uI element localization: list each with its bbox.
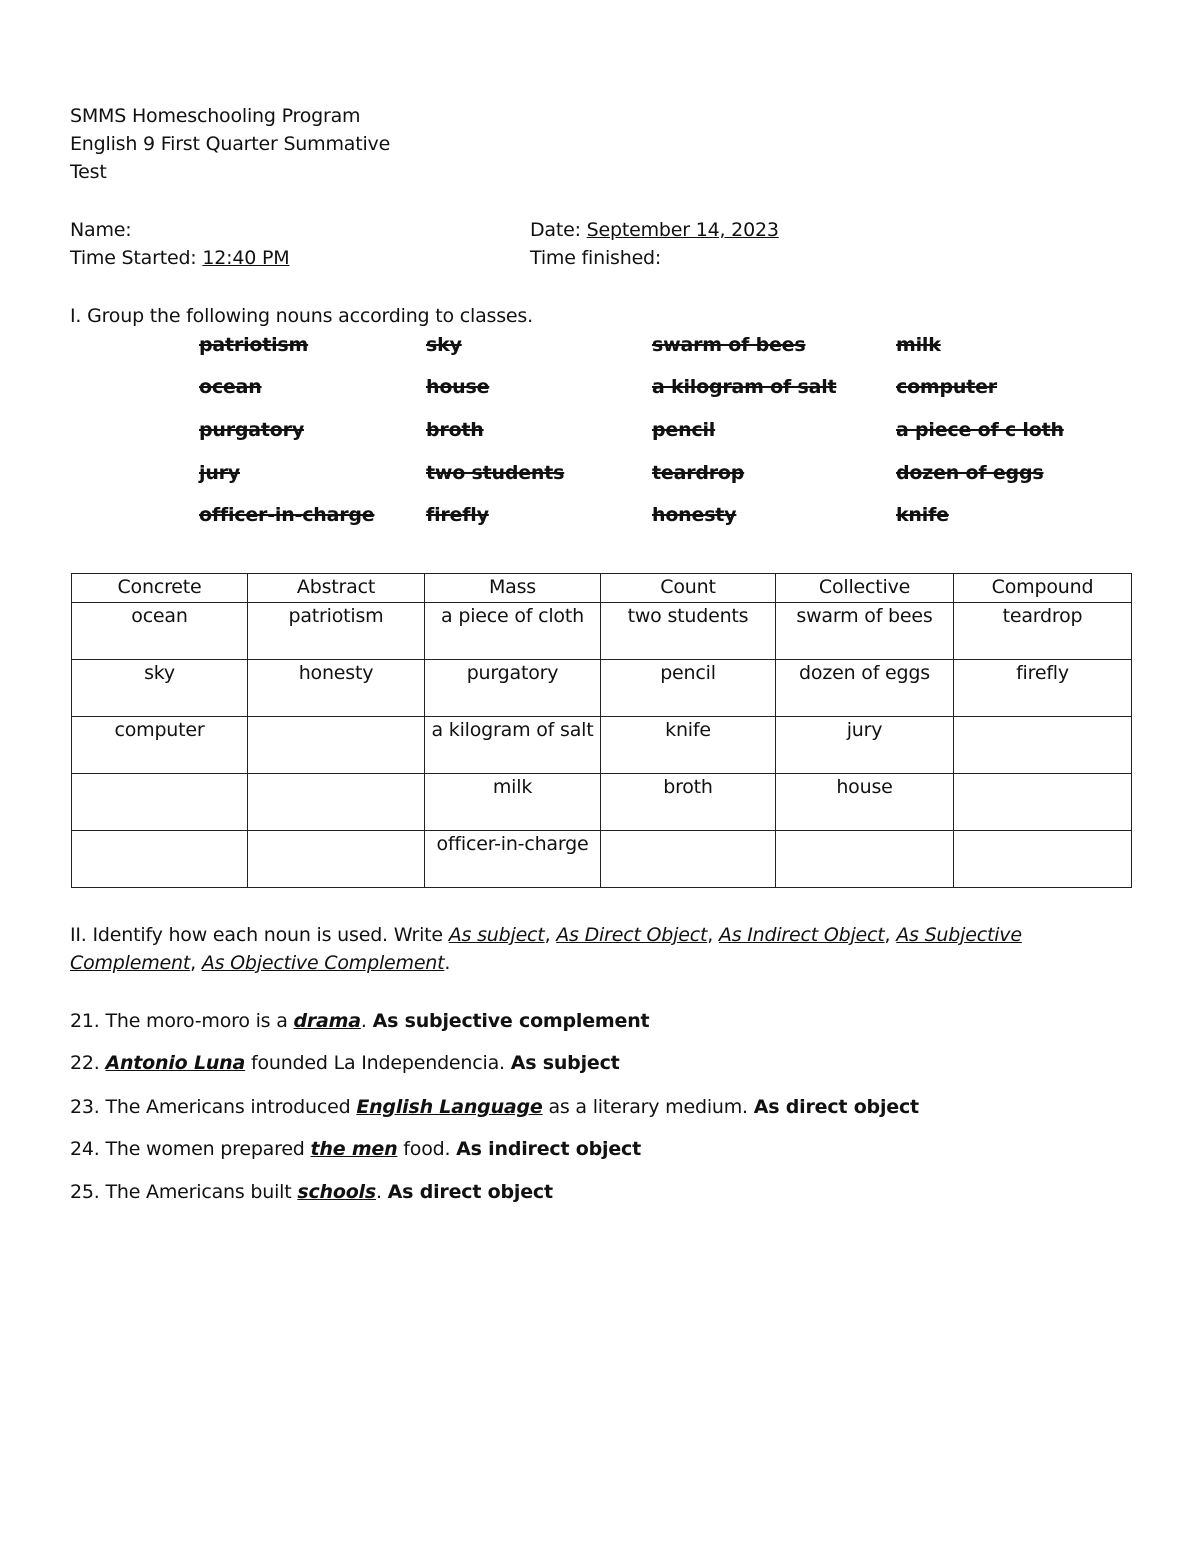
answer: As direct object bbox=[387, 1181, 553, 1203]
table-cell bbox=[72, 774, 248, 831]
question-24 bbox=[70, 1135, 641, 1163]
word-bank-item: pencil bbox=[652, 419, 716, 441]
option-indirect-object: As Indirect Object bbox=[718, 924, 885, 946]
table-row bbox=[72, 603, 1132, 660]
table-cell bbox=[601, 831, 776, 888]
separator: , bbox=[884, 924, 897, 946]
table-cell: knife bbox=[601, 717, 776, 774]
table-row bbox=[72, 660, 1132, 717]
table-row bbox=[72, 774, 1132, 831]
table-row bbox=[72, 717, 1132, 774]
table-cell bbox=[954, 831, 1132, 888]
part2-instruction bbox=[70, 921, 1022, 949]
table-header-row bbox=[72, 574, 1132, 603]
column-header: Mass bbox=[425, 574, 601, 603]
table-cell: sky bbox=[72, 660, 248, 717]
word-bank-item: sky bbox=[426, 334, 462, 356]
table-cell: pencil bbox=[601, 660, 776, 717]
table-cell bbox=[248, 831, 425, 888]
table-cell: honesty bbox=[248, 660, 425, 717]
part2-instruction-cont bbox=[70, 949, 450, 977]
date-value: September 14, 2023 bbox=[586, 219, 779, 241]
table-cell: milk bbox=[425, 774, 601, 831]
table-row bbox=[72, 831, 1132, 888]
table-cell: broth bbox=[601, 774, 776, 831]
column-header: Abstract bbox=[248, 574, 425, 603]
question-text: food. bbox=[397, 1138, 457, 1160]
word-bank-item: knife bbox=[896, 504, 949, 526]
table-cell bbox=[248, 717, 425, 774]
option-subjective: As Subjective bbox=[896, 924, 1022, 946]
separator: , bbox=[190, 952, 202, 974]
column-header: Concrete bbox=[72, 574, 248, 603]
question-21 bbox=[70, 1007, 649, 1035]
separator: , bbox=[707, 924, 719, 946]
table-cell bbox=[248, 774, 425, 831]
word-bank-item: honesty bbox=[652, 504, 737, 526]
instruction-text: II. Identify how each noun is used. Write bbox=[70, 924, 449, 946]
question-text: 25. The Americans built bbox=[70, 1181, 298, 1203]
question-25 bbox=[70, 1178, 553, 1206]
time-started-value: 12:40 PM bbox=[202, 247, 290, 269]
question-text: . bbox=[360, 1010, 373, 1032]
date-field bbox=[530, 216, 779, 244]
table-cell: patriotism bbox=[248, 603, 425, 660]
word-bank-item: jury bbox=[199, 462, 240, 484]
word-bank-item: dozen of eggs bbox=[896, 462, 1044, 484]
table-cell: ocean bbox=[72, 603, 248, 660]
table-cell bbox=[776, 831, 954, 888]
question-22 bbox=[70, 1049, 620, 1077]
table-cell: computer bbox=[72, 717, 248, 774]
table-cell: two students bbox=[601, 603, 776, 660]
time-finished-label: Time finished: bbox=[530, 247, 662, 269]
option-objective-complement: As Objective Complement bbox=[201, 952, 445, 974]
table-cell: firefly bbox=[954, 660, 1132, 717]
word-bank-item: ocean bbox=[199, 376, 262, 398]
table-cell: a kilogram of salt bbox=[425, 717, 601, 774]
table-cell bbox=[954, 717, 1132, 774]
question-text: 24. The women prepared bbox=[70, 1138, 311, 1160]
word-bank-item: a piece of c loth bbox=[896, 419, 1064, 441]
table-cell bbox=[954, 774, 1132, 831]
word-bank-item: broth bbox=[426, 419, 484, 441]
question-text: founded La Independencia. bbox=[245, 1052, 511, 1074]
word-bank-item: firefly bbox=[426, 504, 489, 526]
separator: , bbox=[544, 924, 557, 946]
key-noun: Antonio Luna bbox=[105, 1052, 246, 1074]
table-cell bbox=[72, 831, 248, 888]
question-text: . bbox=[375, 1181, 388, 1203]
table-cell: purgatory bbox=[425, 660, 601, 717]
word-bank-item: purgatory bbox=[199, 419, 305, 441]
answer: As subject bbox=[510, 1052, 620, 1074]
answer: As subjective complement bbox=[372, 1010, 650, 1032]
word-bank-item: officer-in-charge bbox=[199, 504, 375, 526]
column-header: Compound bbox=[954, 574, 1132, 603]
word-bank-item: milk bbox=[896, 334, 941, 356]
word-bank-item: teardrop bbox=[652, 462, 745, 484]
part1-instruction: I. Group the following nouns according to classes. bbox=[70, 305, 533, 327]
option-as-subject: As subject bbox=[448, 924, 545, 946]
table-cell: jury bbox=[776, 717, 954, 774]
name-label: Name: bbox=[70, 219, 132, 241]
answer: As indirect object bbox=[456, 1138, 641, 1160]
table-cell: a piece of cloth bbox=[425, 603, 601, 660]
key-noun: schools bbox=[297, 1181, 376, 1203]
option-complement: Complement bbox=[70, 952, 191, 974]
column-header: Count bbox=[601, 574, 776, 603]
word-bank-item: swarm of bees bbox=[652, 334, 806, 356]
word-bank-item: two students bbox=[426, 462, 565, 484]
table-cell: dozen of eggs bbox=[776, 660, 954, 717]
key-noun: the men bbox=[310, 1138, 398, 1160]
table-cell: swarm of bees bbox=[776, 603, 954, 660]
word-bank-item: a kilogram of salt bbox=[652, 376, 837, 398]
question-23 bbox=[70, 1093, 919, 1121]
period: . bbox=[444, 952, 451, 974]
table-cell: teardrop bbox=[954, 603, 1132, 660]
question-text: 23. The Americans introduced bbox=[70, 1096, 357, 1118]
column-header: Collective bbox=[776, 574, 954, 603]
table-cell: house bbox=[776, 774, 954, 831]
word-bank-item: computer bbox=[896, 376, 997, 398]
question-text: 21. The moro-moro is a bbox=[70, 1010, 294, 1032]
option-direct-object: As Direct Object bbox=[556, 924, 708, 946]
question-text: as a literary medium. bbox=[542, 1096, 754, 1118]
date-label: Date: bbox=[530, 219, 581, 241]
school-name: SMMS Homeschooling Program bbox=[70, 105, 361, 127]
noun-classes-table bbox=[71, 573, 1132, 888]
question-text: 22. bbox=[70, 1052, 106, 1074]
table-cell: officer-in-charge bbox=[425, 831, 601, 888]
time-started-label: Time Started: bbox=[70, 247, 197, 269]
test-title: English 9 First Quarter Summative bbox=[70, 133, 391, 155]
key-noun: English Language bbox=[356, 1096, 543, 1118]
answer: As direct object bbox=[753, 1096, 919, 1118]
key-noun: drama bbox=[293, 1010, 361, 1032]
word-bank-item: patriotism bbox=[199, 334, 309, 356]
test-title-cont: Test bbox=[70, 161, 107, 183]
time-started-field bbox=[70, 244, 289, 272]
word-bank-item: house bbox=[426, 376, 490, 398]
